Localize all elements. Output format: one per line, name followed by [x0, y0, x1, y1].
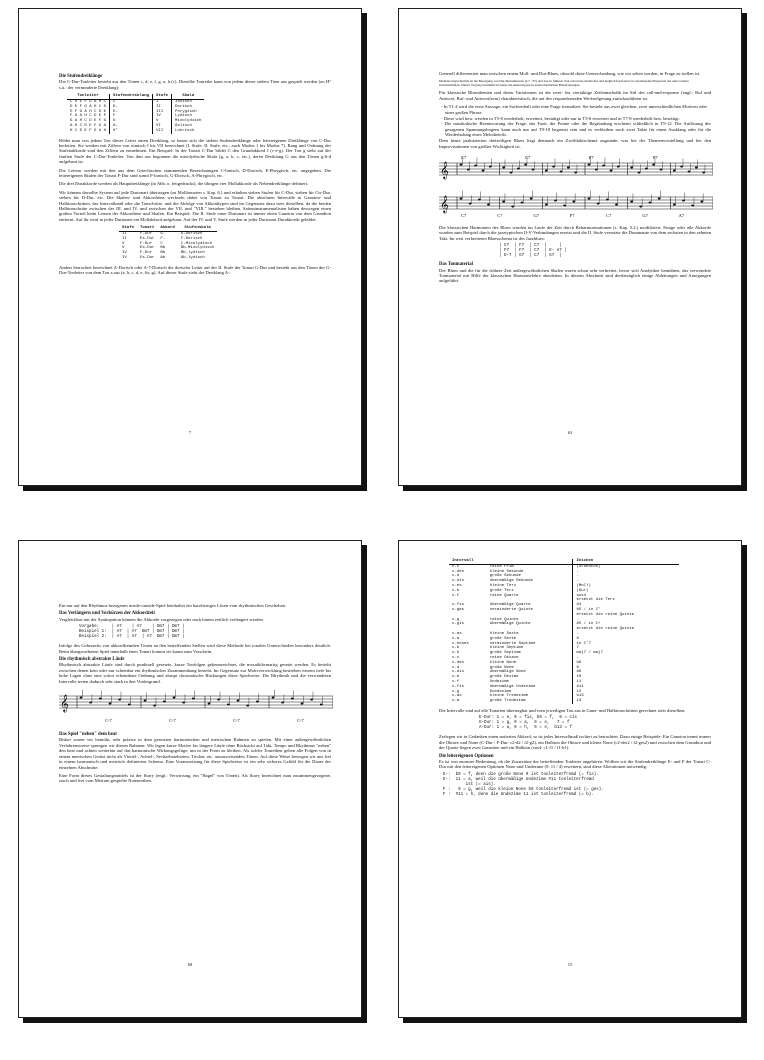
paragraph: Die Leitern werden mit den aus dem Griechischen stammenden Bezeichnungen C-Ionisch, D-Dorisch, E-Phrygisch, etc. angegeben. Die leitereigenen Skalen der Tonart F-Dur sind somit F-Ionisch, G-Dorisch, A-Phrygisch, etc.: [59, 167, 331, 179]
note-head: [217, 699, 220, 701]
table-cell: ersetzt die reine Quinte: [576, 612, 635, 617]
table-cell: c-fis: [452, 684, 465, 689]
table-cell: Bb: [160, 246, 166, 251]
note-head: [89, 702, 92, 704]
table-cell: 6: [576, 636, 579, 641]
table-cell: F-Dur: [140, 241, 153, 246]
note-head: [474, 164, 477, 166]
table-cell: C D E F G A H C: [67, 100, 110, 105]
table-cell: c-dis: [452, 579, 465, 584]
table-cell: #9: [576, 670, 582, 675]
table-cell: c-e: [452, 675, 460, 680]
table-cell: verminderte Septime: [487, 642, 573, 647]
note-head: [695, 166, 698, 168]
table-cell: V: [122, 246, 125, 251]
table-header-cell: Intervall: [449, 559, 573, 564]
table-cell: Äolisch: [175, 124, 192, 128]
paragraph: Infolge des Gebrauchs von akkordfremden Tönen an den betreffenden Stellen wird diese Methode bei tonalen Unterschieden besonders deutlich. Beim übergeordneten Spiel innerhalb einer Tonart kommt sie kaum zum Vorschein.: [59, 643, 331, 654]
table-header-cell: Stufe: [119, 226, 137, 231]
table-cell: übermäßige Quarte: [487, 603, 573, 608]
note-head: [109, 703, 112, 705]
table-header-cell: Tonart: [137, 226, 157, 231]
note-head: [652, 163, 655, 165]
interval-examples: E-Dur: 1 = e, 9 = fis, b9 = f, 6 = cis G-Dur: 1 = g, 9 = a, 6 = e, 7 = f A-Dur: 1 = a, 9 = h, 5 = e, b13 = f: [479, 716, 578, 731]
table-cell: D E F G A H C D: [67, 105, 110, 110]
table-cell: A-: [110, 124, 153, 129]
table-header-cell: Skala: [172, 94, 205, 99]
document-page-63: [398, 8, 742, 486]
table-cell: F: [110, 114, 153, 119]
table-cell: Mixolydisch: [175, 119, 202, 124]
paragraph: Zerlegen wir in Gedanken einen notierten Akkord, so ist jedes Intervallmaß isoliert zu betrachten. Dazu einige Beispiele: Ein Ganzton trennt immer die Oktave und None (C-Dur / F-Dur: c2-d2 / f2-g2), ein Halbton die Oktave und kleine None (c2-des2 / f2-ges2) und zwischen dem Grundton und der Quarte liegen zwei Ganztöne und ein Halbton (sus4: c1-f1 / f1-b1).: [439, 734, 711, 751]
chord-symbol: C-7: [105, 718, 112, 724]
options-list: E-: b9 = f, denn die große None 9 ist tonleiterfremd (= fis). E-: 11 = a, weil die übermäßige Undezime #11 tonleiterfremd ist (= ais). F : 9 = g, weil die kleine None b9 tonleiterfremd ist (= ges). F : #11 = h, denn die Undezime 11 ist tonleiterfremd (= b).: [443, 772, 604, 797]
list-item: - Diese wird bzw. werden in T5-8 wiederholt, erweitert, bestätigt oder nur in T5-6 erweitert und in T7-8 wiederholt bzw. bestätigt.: [441, 115, 680, 121]
note-head: [487, 203, 490, 205]
note-head: [246, 705, 249, 707]
chord-chart: | C7 | F7 | C7 | | | F7 | F7 | C7 | E- A7 | | D-7 | G7 | C7 | G7 |: [499, 244, 567, 259]
paragraph: Eine Form dieses Gestaltungsmittels ist der flurry (engl.: Verwirrung, ein "Hagel" von Tönen). Als flurry bezeichnet man zusammengezogene, rasch und frei vom Metrum gespielte Notenreihen.: [59, 772, 331, 784]
section-heading: Das Tonmaterial: [439, 262, 473, 268]
page-number: 7: [188, 430, 192, 435]
interval-table: [449, 559, 679, 704]
table-cell: Es-Dur: [140, 236, 155, 241]
table-cell: reine Quinte: [487, 618, 573, 623]
table-cell: C: [110, 100, 153, 105]
note-head: [530, 197, 533, 199]
table-cell: c-ges: [452, 607, 465, 612]
table-cell: H°: [110, 129, 153, 134]
note-head: [460, 197, 463, 199]
table-cell: Bb: [160, 251, 166, 256]
table-header-cell: Stufe: [153, 94, 172, 99]
note-head: [567, 166, 570, 168]
paragraph: Bisher waren wir bemüht, sehr präzise in dem gesetzten harmonischen und metrischen Rahmen zu spielen. Mit einer außergewöhnlichen Verfahrensweise sprengen wir diesen Rahmen: Wir legen kurze Motive bis längere Läufe ohne Rücksicht auf Takt, Tempo und Rhythmus "neben" den beat und achten weiterhin auf das harmonische Wirkungsgefüge, um in der Form zu bleiben. Als solche Tonreihen gelten alle Folgen von in einem metrischen Gerüst nicht als Viertel-, Achtel-, Sechzehntelnoten, Triolen, etc. auszuweisenden Tönen. Auf diese Weise bewegen wir uns frei in einem harmonisch und metrisch definierten Schema. Eine Voraussetzung für diese Spielweise ist ein sehr sicheres Gefühl für die Dauer der einzelnen Abschnitte.: [59, 737, 331, 770]
note-head: [489, 165, 492, 167]
table-cell: V: [153, 119, 172, 124]
note-head: [560, 170, 563, 172]
note-head: [173, 697, 176, 699]
note-head: [521, 201, 524, 203]
note-head: [182, 702, 185, 704]
table-cell: b13: [576, 694, 584, 699]
note-head: [510, 171, 513, 173]
table-cell: A H C D E F G A: [67, 124, 110, 129]
table-header-cell: Stufendreiklang: [110, 94, 153, 99]
chord-symbol: F7: [589, 154, 594, 160]
table-cell: 10: [576, 675, 582, 680]
music-staff: [439, 153, 713, 221]
note-head: [638, 171, 641, 173]
footnote-text: Dieheterologischrelich ist die Bewegung von Dur-Melodiktonen (C7 - F7) und den in früherer Zeit wirt-beste rüedisches und leuglich horizontal zu verstehenden Fingersatz auf einer Gitarre zurückzuführen. Dieser Vorgang bestimmt bis heute die Akkordtypen in unterschiedlichen Bluesfassungen.: [439, 79, 689, 88]
table-cell: 7: [576, 646, 579, 651]
note-head: [630, 200, 633, 202]
table-cell: VI: [153, 124, 172, 129]
table-cell: c-fis: [452, 603, 465, 608]
table-cell: große Terz: [487, 589, 573, 594]
table-cell: F-Dur: [140, 232, 153, 237]
document-page-15: [398, 540, 742, 1018]
document-page-68: [18, 540, 362, 1018]
table-cell: II: [122, 236, 127, 241]
paragraph: Ein nur auf den Rhythmus bezogenes inside-outside-Spiel beinhaltet ein kurzfristiges Lösen vom rhythmischen Geschehen.: [59, 603, 287, 608]
table-cell: kleine Septime: [487, 646, 573, 651]
chord-symbol: C7: [461, 154, 467, 160]
table-cell: kleine Tredezime: [487, 694, 573, 699]
note-head: [502, 200, 505, 202]
note-head: [572, 200, 575, 202]
table-cell: Ionisch: [175, 100, 192, 105]
table-cell: c-c: [452, 564, 460, 569]
degree-table: [119, 226, 217, 261]
note-head: [691, 204, 694, 206]
table-cell: (Dur): [576, 588, 589, 593]
note-head: [469, 202, 472, 204]
paragraph: Für klassische Bluesthemen und deren Variationen ist die zwei- bis viertaktige Zeilenmelodik im Stil des call-and-response (engl.: Ruf und Antwort, Ruf- und Antwortform) charakteristisch, die auf des responderenden Wechselgesang zurückzuführen ist.: [439, 90, 711, 101]
table-cell: in C°7: [576, 641, 591, 646]
note-head: [688, 170, 691, 172]
table-cell: -: [576, 631, 579, 636]
table-cell: große Sekunde: [487, 574, 573, 579]
table-cell: F-Dorisch: [180, 236, 203, 241]
note-head: [702, 171, 705, 173]
table-cell: F G A H C D E F: [67, 114, 110, 119]
page-number: 15: [567, 962, 573, 967]
paragraph: Die drei Durakkorde werden als Hauptdreiklänge (in Abb. o. fettgedruckt), die übrigen vier Mollakkorde als Nebendreiklänge definiert.: [59, 181, 309, 187]
note-head: [606, 198, 609, 200]
note-head: [700, 200, 703, 202]
note-head: [320, 704, 323, 706]
table-cell: G-Dorisch: [180, 232, 203, 237]
table-cell: ersetzt die Terz: [576, 598, 615, 603]
paragraph: Die Intervalle sind auf alle Tonarten übertragbar und vom jeweiligen Ton aus in Ganz- und Halbtonschritten gerechnet stets dieselben.: [439, 707, 686, 713]
paragraph: Dem heute praktizierten dreizeiligen Blues liegt demnach ein Zwölftaktschema zugrunde, was bei der Themenvorstellung und bei den Improvisationen von größter Wichtigkeit ist.: [439, 138, 711, 149]
table-cell: kleine None: [487, 661, 573, 666]
table-cell: kleine Terz: [487, 584, 573, 589]
note-head: [574, 171, 577, 173]
table-cell: IV: [153, 114, 172, 119]
table-cell: übermäßige None: [487, 670, 573, 675]
list-item: - In T1-4 wird die erste Aussage, ein Sachverhalt oder eine Frage formuliert. Sie besteht aus zwei gleichen, zwei unterschiedlichen Motiven oder einer großen Phrase.: [441, 104, 708, 115]
table-cell: c-es: [452, 583, 462, 588]
table-cell: c-as: [452, 694, 462, 699]
list-item: - Die musikalische Beantwortung der Frage, das Fazit, die Pointe oder die Begründung erscheint schließlich in T9-12. Die Auflösung des gesagenen Spannungsbogens kann auch nur auf T9-10 begrenzt sein und es verbleiben noch zwei Takte für einen Ausklang oder für die Wiederholung eines Melodieteils.: [441, 121, 711, 138]
paragraph: Generell differenziert man zwischen einem Moll- und Dur-Blues, obwohl diese Unterscheidung, wie wir sehen werden, in Frage zu stellen ist.: [439, 71, 701, 76]
table-cell: G-: [160, 232, 166, 237]
table-cell: reine Oktave: [487, 656, 573, 661]
note-head: [460, 163, 463, 165]
table-cell: b5 / in C°: [576, 607, 601, 612]
table-cell: II: [122, 232, 127, 237]
note-head: [682, 199, 685, 201]
table-cell: F-: [160, 236, 166, 241]
table-cell: F-Dur: [140, 251, 153, 256]
note-head: [144, 700, 147, 702]
treble-clef-icon: 𝄞: [440, 194, 449, 213]
table-cell: (Moll): [576, 583, 591, 588]
note-head: [524, 163, 527, 165]
chord-symbol: C-7: [169, 718, 176, 724]
table-cell: -: [576, 655, 579, 660]
table-cell: #4: [576, 603, 582, 608]
note-head: [153, 705, 156, 707]
table-cell: übermäßige Sekunde: [487, 579, 573, 584]
table-cell: 11: [576, 679, 582, 684]
note-head: [467, 168, 470, 170]
table-cell: c-as: [452, 631, 462, 636]
table-cell: c-g: [452, 689, 460, 694]
table-cell: übermäßige Undezime: [487, 685, 573, 690]
table-header-cell: Zeichen: [573, 559, 679, 564]
page-content: [59, 603, 331, 787]
note-head: [99, 698, 102, 700]
table-cell: G A H C D E F G: [67, 119, 110, 124]
table-cell: große None: [487, 666, 573, 671]
table-cell: Phrygisch: [175, 109, 197, 114]
note-head: [80, 697, 83, 699]
note-head: [660, 168, 663, 170]
note-head: [602, 164, 605, 166]
chord-symbol: G7: [642, 212, 648, 218]
note-head: [610, 169, 613, 171]
table-cell: verminderte Quinte: [487, 608, 573, 613]
page-content: [439, 71, 711, 287]
table-cell: Bb-Mixolydisch: [180, 246, 215, 251]
table-cell: c-c: [452, 655, 460, 660]
table-cell: III: [153, 110, 172, 115]
table-cell: c-a: [452, 699, 460, 704]
table-cell: kleine Sekunde: [487, 570, 573, 575]
note-head: [227, 704, 230, 706]
table-cell: c-des: [452, 660, 465, 665]
table-cell: II: [153, 105, 172, 110]
note-head: [281, 702, 284, 704]
table-cell: Ab: [160, 256, 166, 261]
chord-symbol: C7: [497, 212, 503, 218]
note-head: [502, 166, 505, 168]
note-head: [673, 169, 676, 171]
table-header-cell: Tonleiter: [67, 94, 110, 99]
note-head: [680, 165, 683, 167]
paragraph: Es ist von enormer Bedeutung, ob die Zusatztöne der betreffenden Tonleiter angehören. Wollten wir die Stufendreiklänge E- und F der Tonart C-Dur mit den leitereigenen Optionen None und Undezime (9, 11 / 4) erweitern, sind diese Alterationen notwendig:: [439, 758, 711, 770]
table-cell: große Sexte: [487, 637, 573, 642]
paragraph: Rhythmisch abstrakte Läufe sind durch punktuell gesetzte, kurze Tonfolgen gekennzeichnet, die mosaikförmartig gesetzt werden. Es besteht zwischen denen kein oder nur scheinbar ein rhythmischer Zusammenhang besteht. Im Gegensatz zur Motivverwicklung bestreben extrem tiefe bis hohe Lagen ohne eine sofort erkennbare Ordnung und abrupt chromatische Rückungen diese Spielweise. Die Rhythmik und die verwendeten Intervalle treten dadurch sehr stark in den Vordergrund.: [59, 662, 331, 684]
table-cell: -: [576, 574, 579, 579]
table-cell: E-: [110, 110, 153, 115]
table-cell: 13: [576, 699, 582, 704]
table-cell: #5 / in C+: [576, 622, 601, 627]
table-cell: große Dezime: [487, 675, 573, 680]
page-content: [439, 559, 711, 801]
note-head: [517, 167, 520, 169]
note-head: [552, 165, 555, 167]
note-head: [310, 699, 313, 701]
table-cell: Lydisch: [175, 114, 192, 119]
note-head: [658, 197, 661, 199]
table-cell: c-gis: [452, 622, 465, 627]
paragraph: Die klassischen Harmonien des Blues wurden im Laufe der Zeit durch Reharmonisationen (s. Kap. 5.2.) modifiziert. Einige oder alle Akkorde wurden zum Beispiel durch die jazztypischen II-V-Verbindungen ersetzt und die II. Stufe versetzte die Dominante von dem sechsten in den zehnten Takt. Im weit verbreiteten Bluesschema ist des Jazzblues:: [439, 224, 711, 241]
table-row: [119, 256, 217, 261]
table-cell: reine Prim: [487, 564, 573, 569]
note-head: [291, 698, 294, 700]
table-cell: VII: [153, 129, 172, 134]
table-cell: E F G A H C D E: [67, 110, 110, 115]
table-cell: (Grundton): [576, 564, 601, 569]
note-head: [615, 203, 618, 205]
table-cell: #11: [576, 684, 584, 689]
table-cell: Undezime: [487, 680, 573, 685]
chord-symbol: A7: [678, 212, 685, 218]
chord-symbol: C7: [525, 154, 531, 160]
note-head: [554, 199, 557, 201]
table-cell: I: [153, 100, 172, 105]
chord-symbol: C-7: [297, 718, 304, 724]
section-heading: Das Verlängern und Verkürzen der Akkordzeit: [59, 611, 155, 617]
section-heading: Das Spiel "neben" dem beat: [59, 732, 117, 738]
note-head: [563, 204, 566, 206]
treble-clef-icon: 𝄞: [440, 160, 449, 179]
table-cell: c-a: [452, 636, 460, 641]
note-head: [511, 205, 514, 207]
table-cell: Ab-lydisch: [180, 256, 205, 261]
note-head: [237, 700, 240, 702]
document-page-1: [18, 8, 362, 486]
table-cell: c-des: [452, 569, 465, 574]
chord-chart: Vorgabe: | A7 | A7 | Dm7 | Dm7 | Beispiel 1: | A7 | A7 Dm7 | Dm7 | Dm7 | Beispiel 2: | A7 | A7 | A7 Dm7 | Dm7 |: [79, 625, 185, 640]
table-cell: c-h: [452, 651, 460, 656]
table-cell: kleine Sexte: [487, 632, 573, 637]
note-head: [208, 703, 211, 705]
note-head: [617, 165, 620, 167]
table-cell: maj7 / maj7: [576, 651, 603, 656]
note-head: [673, 203, 676, 205]
note-head: [118, 699, 121, 701]
table-header-cell: Akkord: [157, 226, 177, 231]
table-cell: c-dis: [452, 670, 465, 675]
table-cell: H C D E F G A H: [67, 129, 110, 134]
note-head: [588, 163, 591, 165]
table-cell: -: [576, 569, 579, 574]
scale-table: [67, 94, 204, 133]
table-cell: c-b: [452, 646, 460, 651]
table-cell: Duodezime: [487, 690, 573, 695]
table-cell: 9: [576, 665, 579, 670]
chord-symbol: F7: [569, 212, 575, 218]
section-heading: Die leitereigenen Optionen: [439, 753, 494, 759]
page-number: 68: [187, 962, 193, 967]
table-cell: -: [576, 579, 579, 584]
music-staff: [59, 688, 333, 728]
table-cell: Lokrisch: [175, 128, 195, 133]
table-cell: c-e: [452, 588, 460, 593]
table-cell: D-: [110, 105, 153, 110]
table-cell: c-d: [452, 574, 460, 579]
note-head: [645, 167, 648, 169]
table-cell: C-Mixolydisch: [180, 241, 213, 246]
table-cell: c-f: [452, 593, 460, 598]
table-cell: reine Quarte: [487, 594, 573, 599]
table-row: [449, 699, 679, 704]
note-head: [128, 704, 131, 706]
section-heading: Die rhythmisch abstrakte Läufe: [59, 657, 125, 663]
table-cell: -: [576, 617, 579, 622]
table-cell: ersetzt die reine Quinte: [576, 627, 635, 632]
note-head: [301, 703, 304, 705]
note-head: [588, 197, 591, 199]
paragraph: Vergleichbar mit der Synkopation können die Akkorde vorgezogen oder nach hinten zeitlich verlängert werden.: [59, 616, 264, 622]
page-content: [59, 71, 331, 279]
table-cell: c-d: [452, 665, 460, 670]
treble-clef-icon: 𝄞: [60, 694, 69, 713]
table-cell: b9: [576, 660, 582, 665]
chord-symbol: G7: [533, 212, 540, 218]
table-cell: c-f: [452, 679, 460, 684]
table-cell: IV: [122, 256, 127, 261]
note-head: [639, 205, 642, 207]
paragraph: Anders betrachtet bezeichnet A-Dorisch oder A-7-Dorisch die dorische Leiter auf der II. Stufe der Tonart G-Dur und besteht aus den Tönen der G-Dur-Tonleiter von dem Ton a aus (a, h, c, d, e, fis, g). Auf dieser Stufe steht der Dreiklang A-.: [59, 264, 331, 276]
chord-symbol: C7: [461, 212, 467, 218]
table-header-cell: Stufenskala: [178, 226, 218, 231]
note-head: [545, 169, 548, 171]
table-cell: große Tredezime: [487, 699, 573, 704]
note-head: [256, 701, 259, 703]
paragraph: Die C-Dur-Tonleiter besteht aus den Tönen c, d, e, f, g, a, h (c). Dieselbe Tonreihe kann von jedem dieser sieben Töne aus gespielt werden (zu H° s.u.: der verminderte Dreiklang):: [59, 79, 331, 90]
table-cell: V: [122, 241, 125, 246]
note-head: [597, 202, 600, 204]
note-head: [532, 168, 535, 170]
table-cell: Dorisch: [175, 104, 192, 109]
note-head: [163, 701, 166, 703]
section-heading: Die Stufendreiklänge: [59, 74, 103, 79]
note-head: [545, 203, 548, 205]
paragraph: Wir können dasselbe System auf jede Durtonart übertragen (zu Molltonarten s. Kap. 6.) und erhalten sieben Stufen für C-Dur, sieben für Cis-Dur, sieben für D-Dur, etc. Die Skalen- und Akkordtöne wechseln dabei von Tonart zu Tonart. Die absoluten Intervalle in Ganzton- und Halbtonschritten, das Intervallmaß oder die Tonschritte, und die Abfolge von Akkordtypen sind im Gegensatz dazu stets dieselben, da die beiden Halbtonschritte zwischen der III. und IV. und zwischen der VII. und "VIII." bestehen bleiben. Saiteninstrumentalisten haben deswegen einen großen Vorteil beim Lernen der Akkordtöne und Skalen. Ein Beispiel: Die II. Stufe einer Durtonart ist immer einen Ganzton von dem Grundton entfernt. Auf ihr wird in jeder Durtonart ein Mollakkord aufgebaut. Auf der IV. und V. Stufe werden in jeder Durtonart Durakkorde gebildet.: [59, 189, 331, 222]
table-row: [67, 129, 204, 134]
paragraph: Der Blues und die für die frühere Zeit außergewöhnlichen Skalen waren schon sehr verbreitet, bevor sich Analytiker bemühten, das verwendete Tonmaterial mit Hilfe der klassischen Harmonielehre abzuleiten. In diesem Abschnitt sind diesbezüglich einige Ableitungen und Anregungen aufgeführt.: [439, 267, 711, 284]
chord-symbol: C-7: [233, 718, 240, 724]
note-head: [192, 698, 195, 700]
note-head: [630, 166, 633, 168]
table-cell: C: [160, 241, 163, 246]
note-head: [272, 697, 275, 699]
table-cell: c-heses: [452, 641, 469, 646]
table-cell: Es-Dur: [140, 246, 155, 251]
note-head: [649, 201, 652, 203]
table-cell: c-g: [452, 617, 460, 622]
page-number: 63: [567, 430, 573, 435]
table-cell: Bb-lydisch: [180, 251, 205, 256]
paragraph: Bildet man von jedem Ton dieser Leiter einen Dreiklang, so basen sich die sieben Stufendreiklänge oder leitereigenen Dreiklänge von C-Dur herleiten. Sie werden mit Ziffern von römisch I bis VII bezeichnet (I. Stufe, II. Stufe, etc., auch Modus 1 bis Modus 7). Rang und Ordnung der Stufenakkorde sind den Ziffern zu entnehmen. Ein Beispiel: In der Tonart C-Dur bildet C den Grundakkord I (c-e-g). Der Ton g steht auf der fünften Stufe der C-Dur-Tonleiter. Von ihm aus begonnen die mixolydische Skala (g, a, h, c, etc.), deren Dreiklang G aus den Tönen g-h-d aufgebaut ist.: [59, 137, 331, 165]
note-head: [595, 168, 598, 170]
table-cell: IV: [122, 251, 127, 256]
table-cell: 12: [576, 689, 582, 694]
chord-symbol: C7: [606, 212, 612, 218]
chord-symbol: F7: [653, 154, 658, 160]
table-cell: sus4: [576, 593, 587, 598]
note-head: [478, 198, 481, 200]
table-cell: übermäßige Quinte: [487, 622, 573, 627]
table-cell: Es-Dur: [140, 256, 155, 261]
table-cell: G: [110, 119, 153, 124]
table-cell: große Septime: [487, 651, 573, 656]
note-head: [482, 169, 485, 171]
